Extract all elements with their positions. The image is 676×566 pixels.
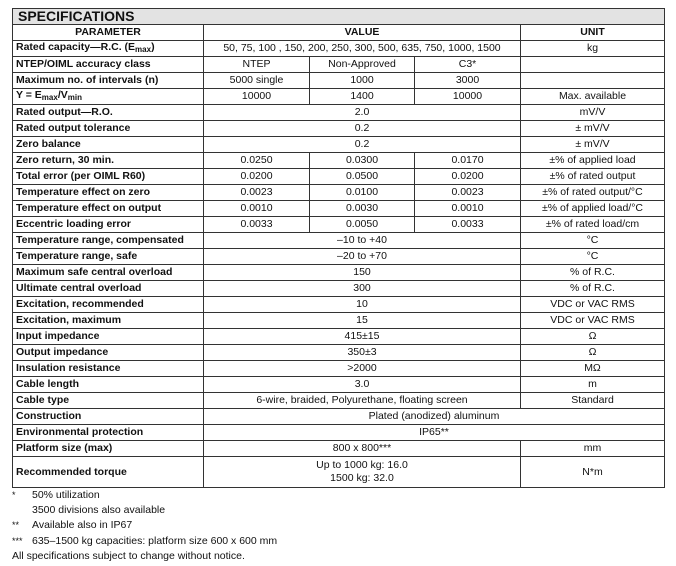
table-row — [13, 57, 665, 73]
parameter-cell — [13, 185, 204, 201]
unit-cell: VDC or VAC RMS — [521, 313, 665, 329]
unit-cell: % of R.C. — [521, 265, 665, 281]
parameter-cell — [13, 425, 204, 441]
value-cell: 0.0300 — [310, 153, 415, 169]
parameter-cell — [13, 89, 204, 105]
unit-cell: ± mV/V — [521, 137, 665, 153]
value-cell: 3.0 — [204, 377, 521, 393]
parameter-cell — [13, 41, 204, 57]
specifications-table — [12, 8, 665, 488]
unit-cell: ±% of applied load/°C — [521, 201, 665, 217]
parameter-label: Cable length — [16, 378, 80, 390]
parameter-subscript: max — [135, 45, 152, 54]
table-row — [13, 345, 665, 361]
parameter-cell — [13, 297, 204, 313]
parameter-cell — [13, 201, 204, 217]
parameter-cell — [13, 233, 204, 249]
unit-cell: ±% of rated load/cm — [521, 217, 665, 233]
table-row — [13, 409, 665, 425]
value-cell: 0.0010 — [204, 201, 310, 217]
footnote-text: Available also in IP67 — [32, 519, 133, 532]
parameter-label: Zero balance — [16, 138, 81, 150]
value-cell: 0.0023 — [204, 185, 310, 201]
value-cell: 300 — [204, 281, 521, 297]
header-parameter: PARAMETER — [13, 25, 204, 41]
value-cell: 6-wire, braided, Polyurethane, floating screen — [204, 393, 521, 409]
value-cell: 10000 — [204, 89, 310, 105]
parameter-label: Environmental protection — [16, 426, 144, 438]
table-row — [13, 361, 665, 377]
unit-cell: ±% of applied load — [521, 153, 665, 169]
value-cell: 0.0033 — [415, 217, 521, 233]
header-unit: UNIT — [521, 25, 665, 41]
parameter-label: NTEP/OIML accuracy class — [16, 58, 151, 70]
unit-cell — [521, 73, 665, 89]
table-row — [13, 185, 665, 201]
value-cell: 415±15 — [204, 329, 521, 345]
parameter-label: Construction — [16, 410, 82, 422]
value-cell: 10000 — [415, 89, 521, 105]
table-row — [13, 217, 665, 233]
value-cell: NTEP — [204, 57, 310, 73]
value-cell: 0.0500 — [310, 169, 415, 185]
parameter-cell — [13, 153, 204, 169]
parameter-label: Rated output—R.O. — [16, 106, 113, 118]
footnote-text: All specifications subject to change without notice. — [12, 549, 245, 562]
value-cell: 0.2 — [204, 121, 521, 137]
value-cell: 1400 — [310, 89, 415, 105]
footnote — [12, 488, 277, 503]
table-row — [13, 377, 665, 393]
table-row — [13, 201, 665, 217]
parameter-cell — [13, 281, 204, 297]
value-cell: 2.0 — [204, 105, 521, 121]
value-cell: –20 to +70 — [204, 249, 521, 265]
parameter-cell — [13, 441, 204, 457]
value-cell: 0.2 — [204, 137, 521, 153]
value-cell: 800 x 800*** — [204, 441, 521, 457]
parameter-label: Y = E — [16, 89, 42, 101]
unit-cell: m — [521, 377, 665, 393]
parameter-cell — [13, 313, 204, 329]
value-cell: 0.0100 — [310, 185, 415, 201]
parameter-subscript: min — [67, 93, 82, 102]
value-cell: 0.0010 — [415, 201, 521, 217]
value-cell: Plated (anodized) aluminum — [204, 409, 665, 425]
table-row — [13, 233, 665, 249]
footnote-mark — [12, 503, 32, 518]
value-cell: 350±3 — [204, 345, 521, 361]
unit-cell: N*m — [521, 457, 665, 488]
table-row — [13, 249, 665, 265]
footnote — [12, 518, 277, 533]
parameter-cell — [13, 409, 204, 425]
value-cell: 0.0200 — [204, 169, 310, 185]
parameter-cell — [13, 57, 204, 73]
value-cell: Non-Approved — [310, 57, 415, 73]
parameter-label: Maximum no. of intervals (n) — [16, 74, 159, 86]
table-row — [13, 121, 665, 137]
value-cell: IP65** — [204, 425, 665, 441]
parameter-cell — [13, 73, 204, 89]
parameter-cell — [13, 265, 204, 281]
footnotes — [12, 488, 277, 564]
value-line: Up to 1000 kg: 16.0 — [316, 459, 408, 471]
table-row — [13, 169, 665, 185]
unit-cell: °C — [521, 249, 665, 265]
value-cell: 3000 — [415, 73, 521, 89]
table-row — [13, 297, 665, 313]
parameter-label: Total error (per OIML R60) — [16, 170, 146, 182]
table-row — [13, 89, 665, 105]
unit-cell: °C — [521, 233, 665, 249]
table-row — [13, 41, 665, 57]
table-row — [13, 425, 665, 441]
parameter-cell — [13, 105, 204, 121]
parameter-label: Temperature effect on zero — [16, 186, 151, 198]
parameter-label: Input impedance — [16, 330, 100, 342]
parameter-label: Temperature effect on output — [16, 202, 162, 214]
value-cell: 10 — [204, 297, 521, 313]
parameter-cell — [13, 361, 204, 377]
unit-cell: MΩ — [521, 361, 665, 377]
unit-cell: Ω — [521, 345, 665, 361]
value-cell: 0.0250 — [204, 153, 310, 169]
value-cell: 150 — [204, 265, 521, 281]
unit-cell: mm — [521, 441, 665, 457]
parameter-label-tail: ) — [151, 41, 155, 53]
table-row — [13, 457, 665, 488]
unit-cell: Max. available — [521, 89, 665, 105]
parameter-cell — [13, 137, 204, 153]
table-row — [13, 153, 665, 169]
footnote-text: 635–1500 kg capacities: platform size 600 x 600 mm — [32, 534, 278, 547]
parameter-label: Rated output tolerance — [16, 122, 131, 134]
unit-cell: ± mV/V — [521, 121, 665, 137]
parameter-label: Cable type — [16, 394, 70, 406]
value-cell: 0.0050 — [310, 217, 415, 233]
value-cell: C3* — [415, 57, 521, 73]
parameter-label: Rated capacity—R.C. (E — [16, 41, 136, 53]
value-cell: >2000 — [204, 361, 521, 377]
parameter-label: Zero return, 30 min. — [16, 154, 115, 166]
parameter-label: Ultimate central overload — [16, 282, 142, 294]
footnote-mark: *** — [12, 535, 23, 546]
parameter-label: Eccentric loading error — [16, 218, 131, 230]
parameter-cell — [13, 217, 204, 233]
table-row — [13, 329, 665, 345]
table-row — [13, 313, 665, 329]
value-cell: –10 to +40 — [204, 233, 521, 249]
value-line: 1500 kg: 32.0 — [330, 472, 394, 484]
parameter-cell — [13, 377, 204, 393]
parameter-subscript: max — [41, 93, 58, 102]
table-row — [13, 393, 665, 409]
footnote-text: 50% utilization — [32, 489, 100, 501]
parameter-cell — [13, 457, 204, 488]
specifications-section — [12, 8, 664, 488]
table-row — [13, 441, 665, 457]
footnote-mark: ** — [12, 520, 20, 531]
unit-cell: ±% of rated output — [521, 169, 665, 185]
parameter-label: Maximum safe central overload — [16, 266, 173, 278]
parameter-cell — [13, 345, 204, 361]
footnote — [12, 549, 277, 564]
unit-cell: mV/V — [521, 105, 665, 121]
unit-cell: kg — [521, 41, 665, 57]
unit-cell: Ω — [521, 329, 665, 345]
table-row — [13, 137, 665, 153]
parameter-label: Platform size (max) — [16, 442, 113, 454]
value-cell: 50, 75, 100 , 150, 200, 250, 300, 500, 635, 750, 1000, 1500 — [204, 41, 521, 57]
parameter-label: Excitation, maximum — [16, 314, 122, 326]
value-cell — [204, 457, 521, 488]
parameter-label: Recommended torque — [16, 465, 127, 478]
value-cell: 5000 single — [204, 73, 310, 89]
parameter-label: Output impedance — [16, 346, 109, 358]
footnote-text: 3500 divisions also available — [32, 504, 166, 517]
table-title: SPECIFICATIONS — [13, 9, 665, 25]
parameter-label: Excitation, recommended — [16, 298, 144, 310]
value-cell: 0.0200 — [415, 169, 521, 185]
parameter-cell — [13, 329, 204, 345]
value-cell: 0.0030 — [310, 201, 415, 217]
value-cell: 0.0023 — [415, 185, 521, 201]
header-value: VALUE — [204, 25, 521, 41]
value-cell: 1000 — [310, 73, 415, 89]
value-cell: 15 — [204, 313, 521, 329]
table-row — [13, 73, 665, 89]
footnote — [12, 503, 277, 518]
parameter-label-tail: /V — [57, 89, 68, 101]
parameter-label: Temperature range, safe — [16, 250, 138, 262]
value-cell: 0.0033 — [204, 217, 310, 233]
table-row — [13, 281, 665, 297]
table-row — [13, 105, 665, 121]
value-cell: 0.0170 — [415, 153, 521, 169]
unit-cell: % of R.C. — [521, 281, 665, 297]
parameter-label: Insulation resistance — [16, 362, 121, 374]
unit-cell: Standard — [521, 393, 665, 409]
parameter-label: Temperature range, compensated — [16, 234, 184, 246]
footnote-mark: * — [12, 490, 16, 500]
parameter-cell — [13, 169, 204, 185]
unit-cell: ±% of rated output/°C — [521, 185, 665, 201]
parameter-cell — [13, 121, 204, 137]
parameter-cell — [13, 249, 204, 265]
unit-cell: VDC or VAC RMS — [521, 297, 665, 313]
unit-cell — [521, 57, 665, 73]
parameter-cell — [13, 393, 204, 409]
footnote — [12, 534, 277, 549]
table-row — [13, 265, 665, 281]
